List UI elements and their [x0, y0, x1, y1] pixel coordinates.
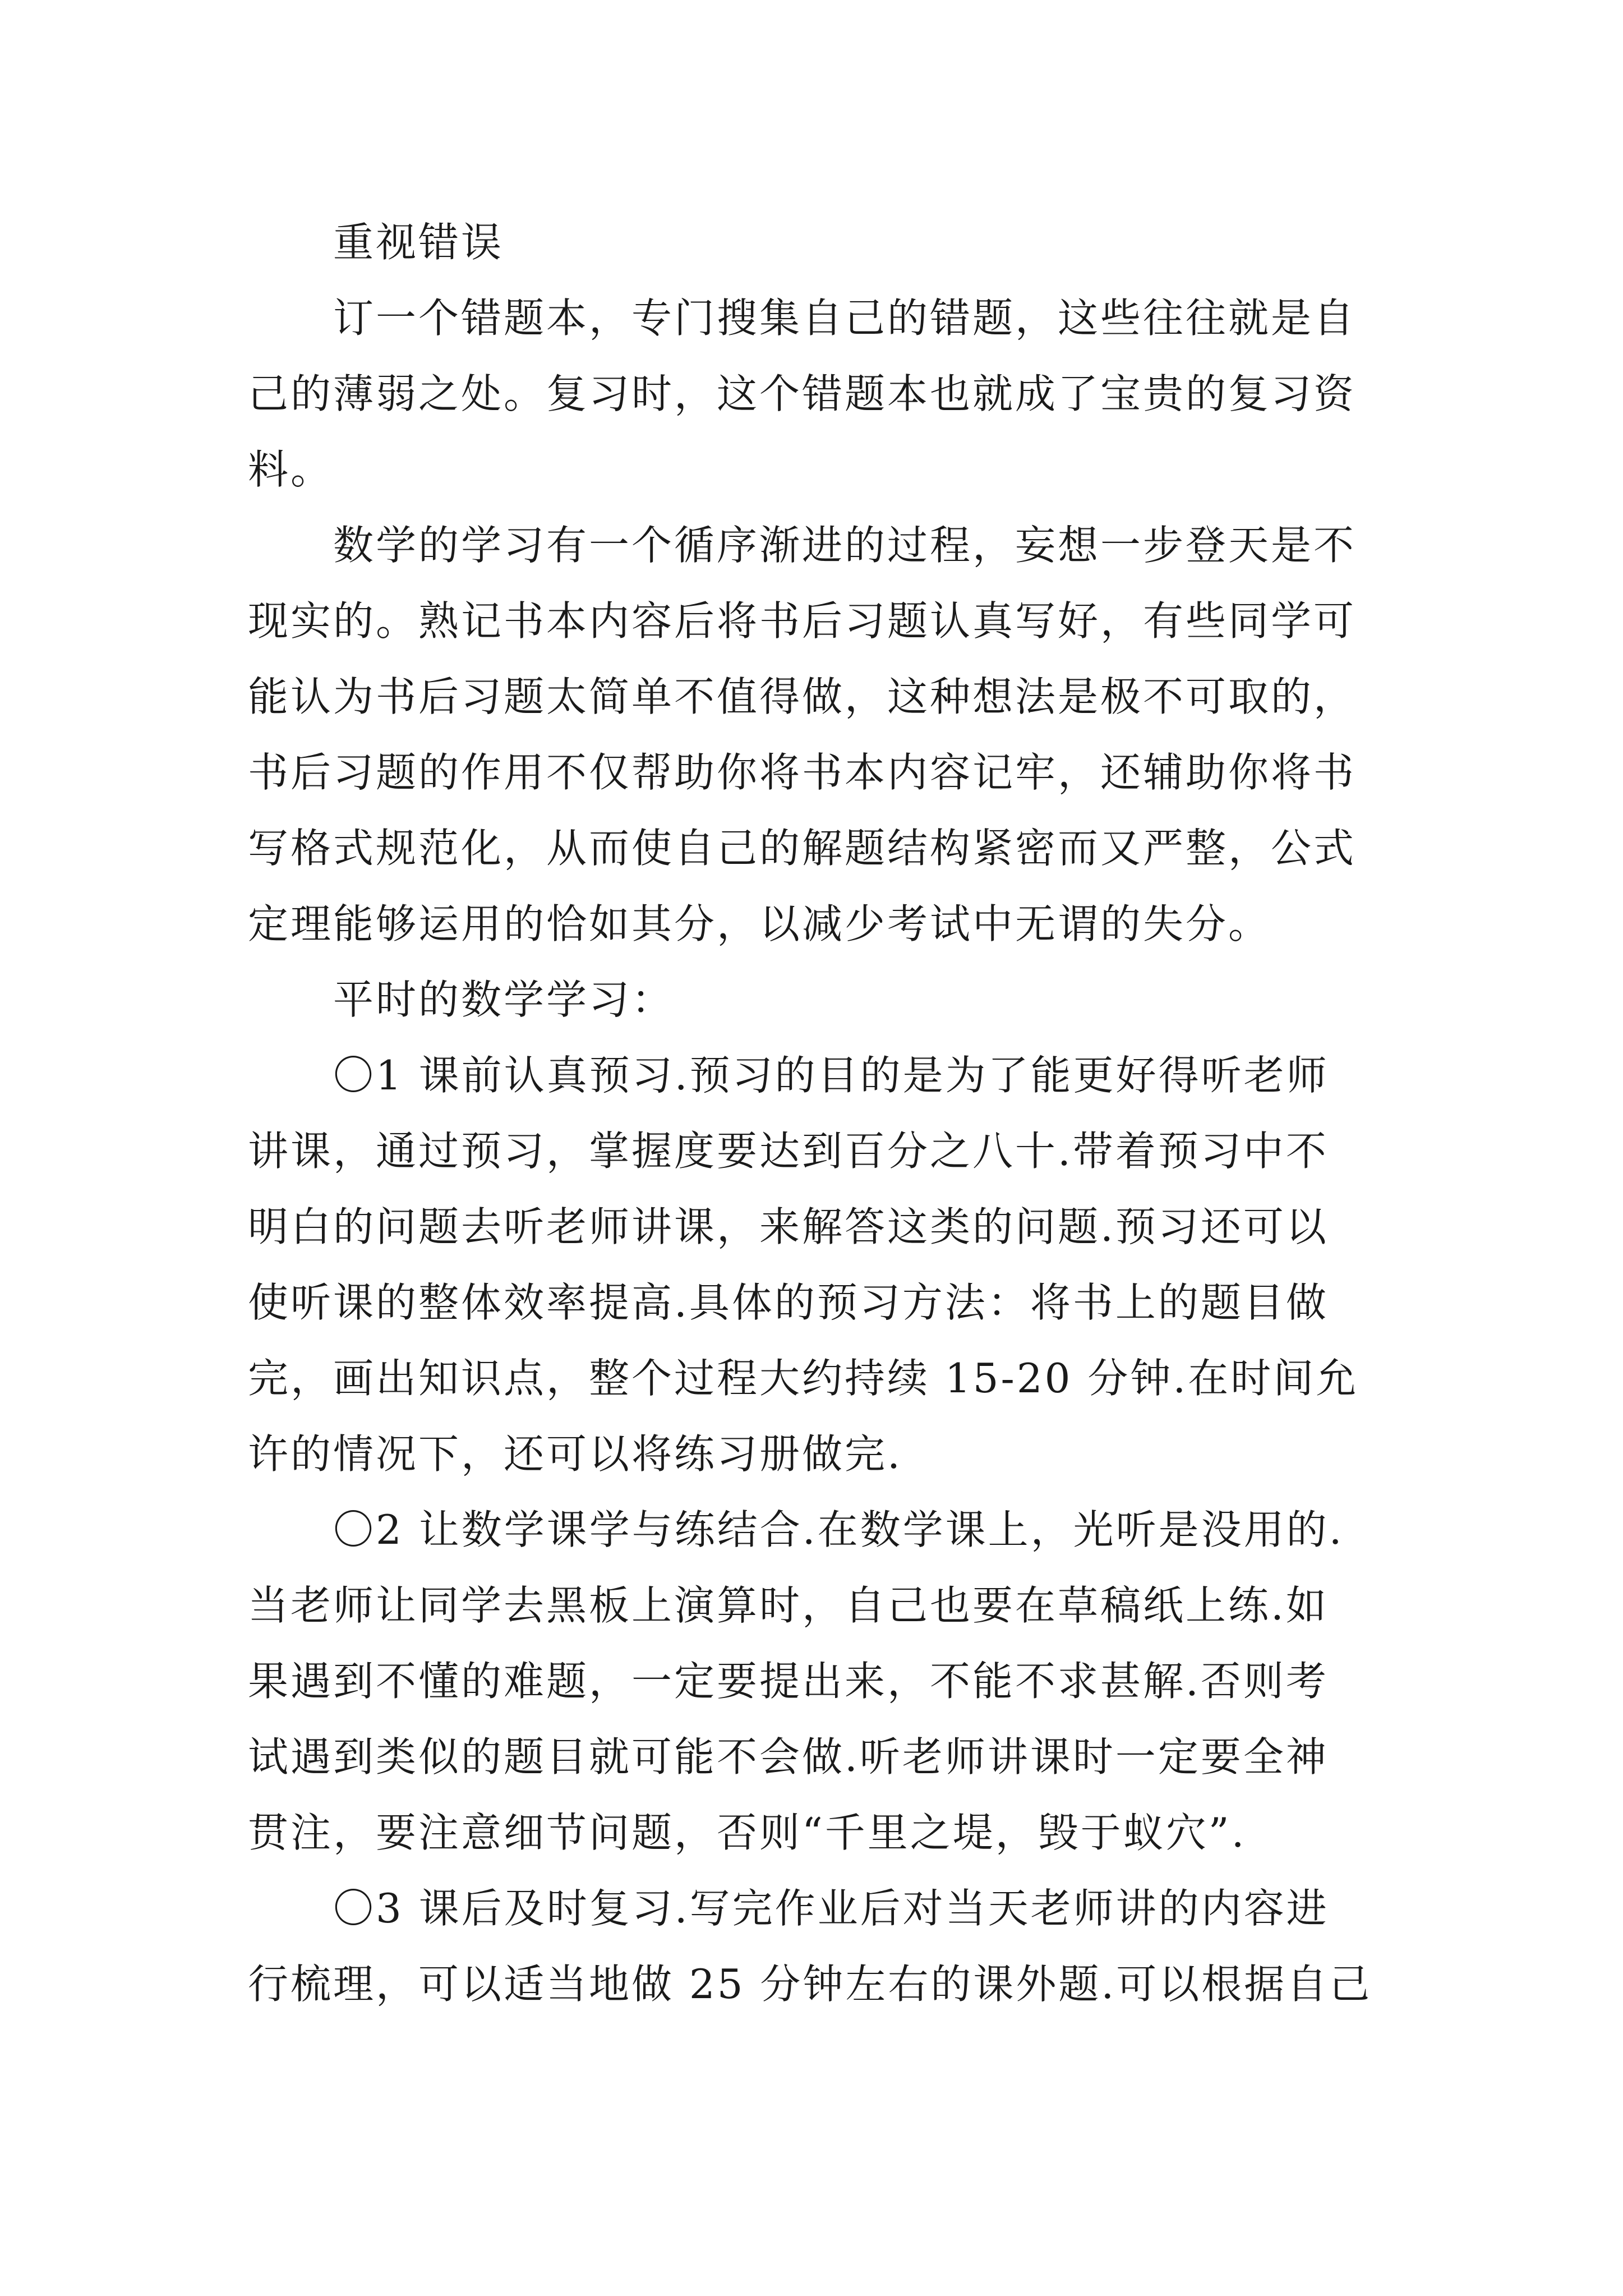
- paragraph-line: 完，画出知识点，整个过程大约持续 15-20 分钟.在时间允: [248, 1355, 1359, 1402]
- paragraph-line: 试遇到类似的题目就可能不会做.听老师讲课时一定要全神: [248, 1733, 1329, 1780]
- paragraph-line: 〇2 让数学课学与练结合.在数学课上，光听是没用的.: [333, 1506, 1344, 1553]
- paragraph-line: 能认为书后习题太简单不值得做，这种想法是极不可取的，: [248, 673, 1357, 720]
- section-heading: [248, 205, 1392, 280]
- paragraph-line: 〇3 课后及时复习.写完作业后对当天老师讲的内容进: [333, 1885, 1329, 1932]
- paragraph-3: [248, 962, 1392, 1038]
- paragraph-5: [248, 1492, 1392, 1871]
- paragraph-line: 数学的学习有一个循序渐进的过程，妄想一步登天是不: [333, 522, 1357, 569]
- paragraph-line: 定理能够运用的恰如其分，以减少考试中无谓的失分。: [248, 900, 1271, 947]
- paragraph-1: [248, 280, 1392, 508]
- paragraph-line: 现实的。熟记书本内容后将书后习题认真写好，有些同学可: [248, 597, 1357, 645]
- paragraph-6: [248, 1871, 1392, 2022]
- paragraph-line: 讲课，通过预习，掌握度要达到百分之八十.带着预习中不: [248, 1128, 1329, 1175]
- paragraph-line: 书后习题的作用不仅帮助你将书本内容记牢，还辅助你将书: [248, 749, 1357, 796]
- paragraph-4: [248, 1038, 1392, 1492]
- paragraph-line: 果遇到不懂的难题，一定要提出来，不能不求甚解.否则考: [248, 1658, 1329, 1705]
- paragraph-line: 〇1 课前认真预习.预习的目的是为了能更好得听老师: [333, 1052, 1329, 1099]
- paragraph-2: [248, 508, 1392, 962]
- paragraph-line: 己的薄弱之处。复习时，这个错题本也就成了宝贵的复习资: [248, 370, 1357, 417]
- paragraph-line: 料。: [248, 446, 334, 493]
- paragraph-line: 订一个错题本，专门搜集自己的错题，这些往往就是自: [333, 295, 1357, 342]
- heading-text: 重视错误: [333, 219, 504, 266]
- paragraph-line: 明白的问题去听老师讲课，来解答这类的问题.预习还可以: [248, 1203, 1329, 1250]
- paragraph-line: 行梳理，可以适当地做 25 分钟左右的课外题.可以根据自己: [248, 1961, 1372, 2008]
- paragraph-line: 写格式规范化，从而使自己的解题结构紧密而又严整，公式: [248, 825, 1357, 872]
- paragraph-line: 使听课的整体效率提高.具体的预习方法：将书上的题目做: [248, 1279, 1329, 1326]
- paragraph-line: 贯注，要注意细节问题，否则“千里之堤，毁于蚁穴”.: [248, 1809, 1247, 1856]
- paragraph-line: 许的情况下，还可以将练习册做完.: [248, 1430, 902, 1478]
- paragraph-line: 平时的数学学习：: [333, 976, 675, 1023]
- paragraph-line: 当老师让同学去黑板上演算时，自己也要在草稿纸上练.如: [248, 1582, 1329, 1629]
